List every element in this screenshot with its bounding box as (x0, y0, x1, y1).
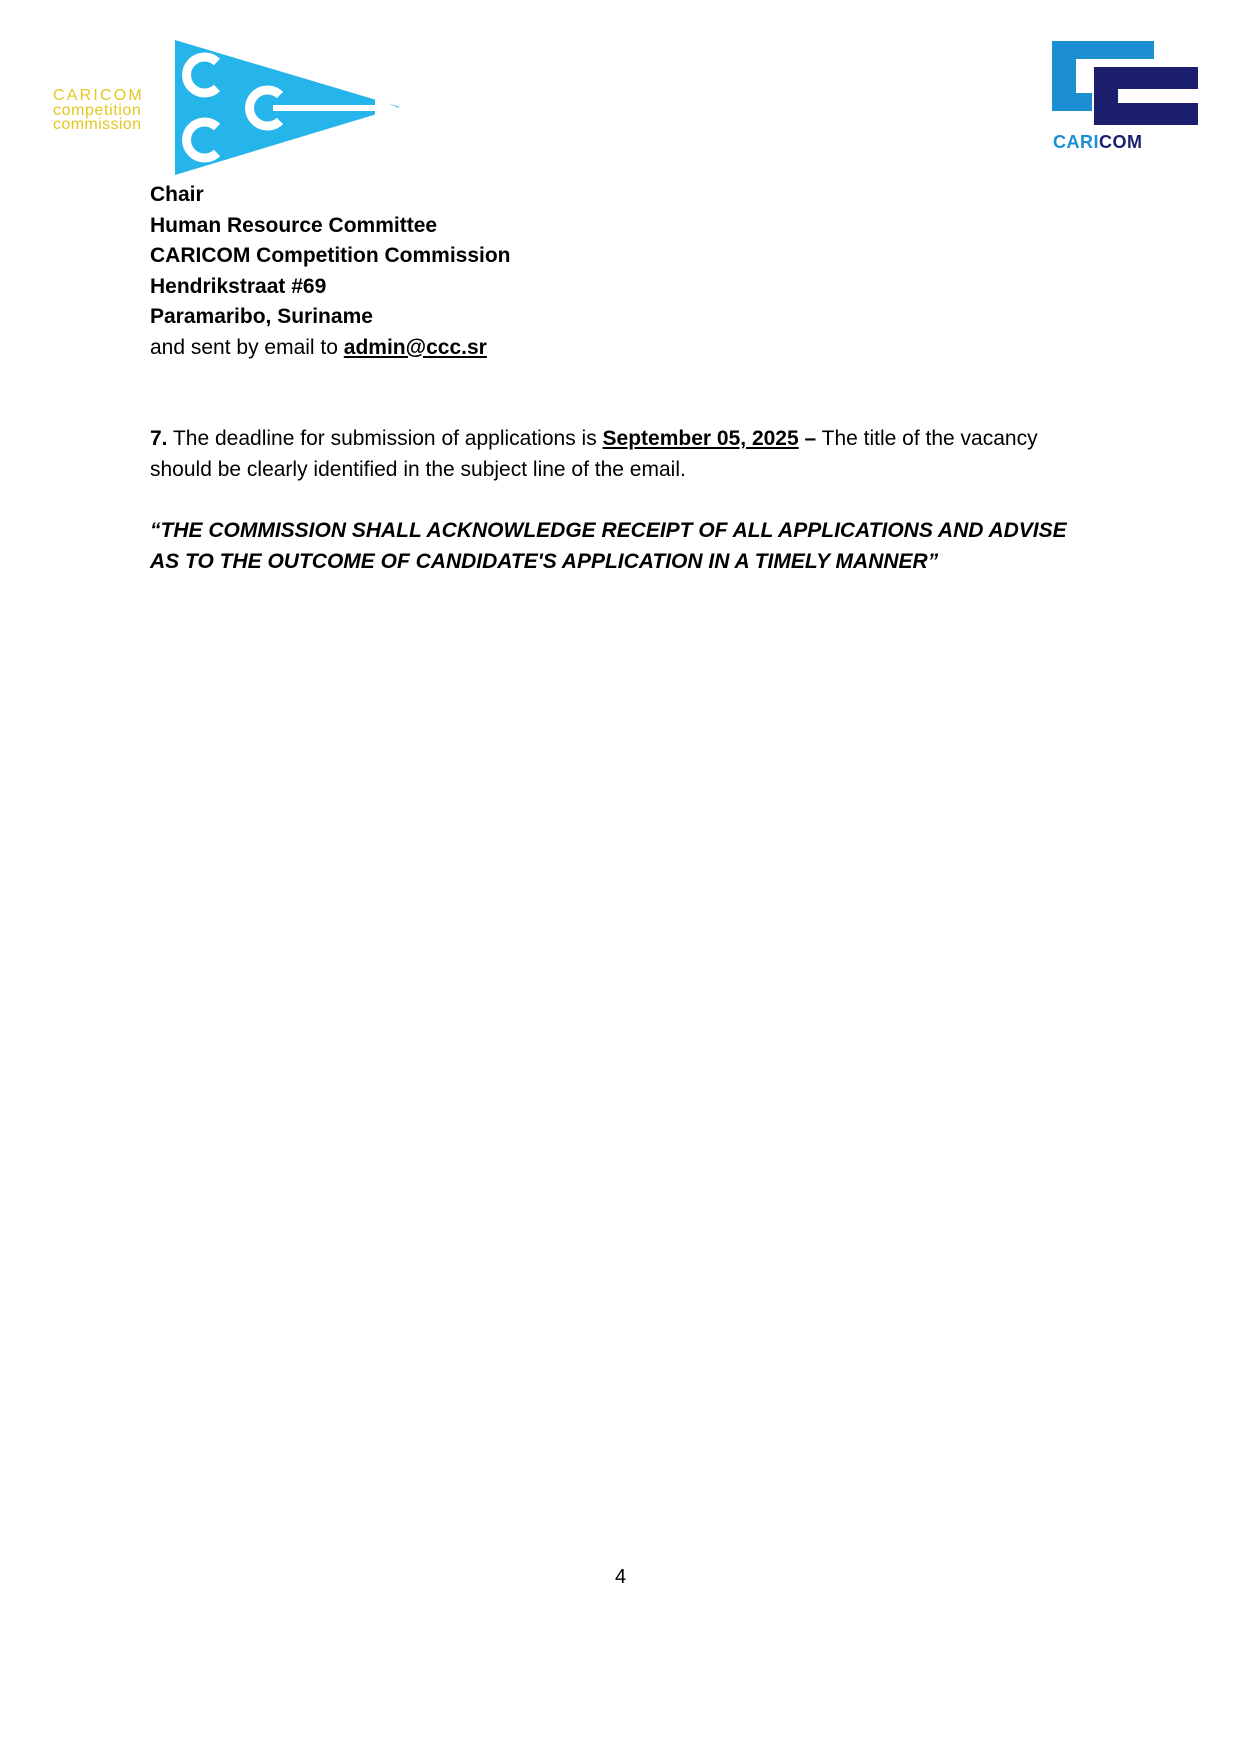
address-line-street: Hendrikstraat #69 (150, 274, 327, 298)
caricom-text-part1: CARI (1053, 132, 1099, 152)
address-line-organisation: CARICOM Competition Commission (150, 244, 511, 267)
address-line-chair: Chair (150, 183, 204, 206)
address-block (150, 180, 511, 363)
logo-text-competition: competition (53, 102, 142, 119)
paragraph-text-before: The deadline for submission of applications is (167, 427, 603, 450)
caricom-cc-icon (1052, 41, 1202, 133)
address-email-line (150, 333, 511, 364)
paragraph-number: 7. (150, 427, 168, 450)
caricom-text-part2: COM (1099, 132, 1143, 152)
logo-text-caricom: CARICOM (53, 87, 144, 104)
caricom-logo (1052, 41, 1202, 153)
address-line-city: Paramaribo, Suriname (150, 305, 373, 328)
paragraph-text-after: The title of the vacancy should be clearly identified in the subject line of the email. (150, 427, 1038, 481)
email-prefix: and sent by email to (150, 335, 344, 359)
deadline-date: September 05, 2025 (602, 427, 799, 450)
ccc-arrow-icon (175, 40, 405, 175)
paragraph-7 (150, 424, 1100, 485)
page-number: 4 (614, 1566, 627, 1588)
email-link[interactable]: admin@ccc.sr (343, 335, 487, 359)
paragraph-dash: – (798, 427, 817, 450)
address-line-committee: Human Resource Committee (150, 213, 438, 237)
logo-text-commission: commission (53, 116, 142, 133)
caricom-logo-text (1053, 133, 1143, 151)
ccc-logo (50, 40, 360, 175)
acknowledgement-notice: “THE COMMISSION SHALL ACKNOWLEDGE RECEIPT OF ALL APPLICATIONS AND ADVISE AS TO THE OUTCOME OF CANDIDATE'S APPLICATION IN A TIMELY MANNER” (150, 519, 1067, 573)
